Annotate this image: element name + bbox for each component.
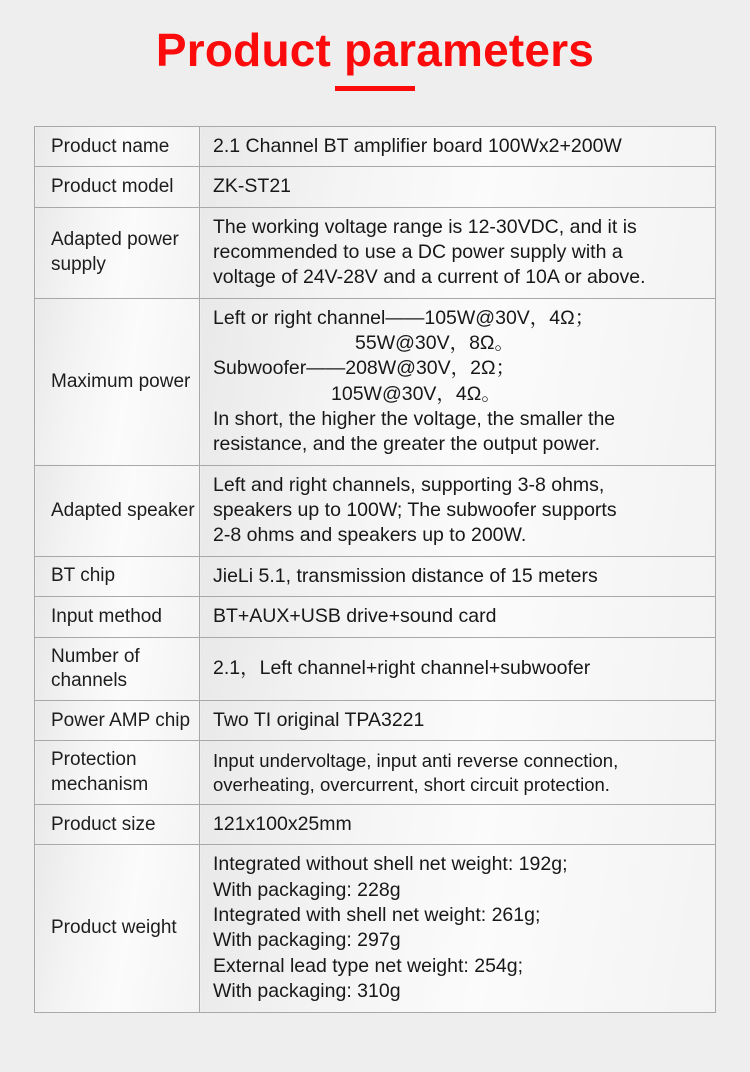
value-line: In short, the higher the voltage, the smaller the (213, 408, 616, 431)
value-line: Left and right channels, supporting 3-8 ohms, (213, 473, 605, 496)
table-body (35, 127, 716, 1013)
row-label-bt-chip: BT chip (35, 556, 200, 596)
row-value-product-name (200, 127, 716, 167)
value-line: resistance, and the greater the output power. (213, 433, 601, 456)
table-row (35, 701, 716, 741)
title-block (0, 0, 750, 91)
table-row (35, 805, 716, 845)
row-label-product-name: Product name (35, 127, 200, 167)
row-label-number-of-channels: Number of channels (35, 637, 200, 701)
table-row (35, 637, 716, 701)
value-line: With packaging: 310g (213, 980, 401, 1003)
value-line: The working voltage range is 12-30VDC, and it is (213, 215, 637, 238)
value-line: 105W@30V，4Ω。 (331, 382, 501, 405)
row-label-product-weight: Product weight (35, 845, 200, 1012)
table-row (35, 298, 716, 465)
value-line: overheating, overcurrent, short circuit protection. (213, 773, 610, 795)
row-label-maximum-power: Maximum power (35, 298, 200, 465)
value-line: With packaging: 228g (213, 878, 401, 901)
value-line: Subwoofer——208W@30V，2Ω； (213, 357, 516, 380)
row-value-bt-chip (200, 556, 716, 596)
row-value-product-size (200, 805, 716, 845)
table-row (35, 167, 716, 207)
value-line: Input undervoltage, input anti reverse connection, (213, 750, 619, 772)
row-label-input-method: Input method (35, 597, 200, 637)
row-value-input-method (200, 597, 716, 637)
table-row (35, 465, 716, 556)
row-label-adapted-power-supply: Adapted power supply (35, 207, 200, 298)
row-label-product-size: Product size (35, 805, 200, 845)
value-line: With packaging: 297g (213, 929, 401, 952)
row-value-protection-mechanism (200, 741, 716, 805)
value-line: Integrated without shell net weight: 192g; (213, 853, 568, 876)
table-row (35, 127, 716, 167)
value-line: Integrated with shell net weight: 261g; (213, 904, 541, 927)
value-line: JieLi 5.1, transmission distance of 15 meters (213, 564, 598, 587)
row-label-adapted-speaker: Adapted speaker (35, 465, 200, 556)
table-row (35, 845, 716, 1012)
row-value-maximum-power (200, 298, 716, 465)
row-label-power-amp-chip: Power AMP chip (35, 701, 200, 741)
value-line: ZK-ST21 (213, 175, 292, 198)
row-value-product-weight (200, 845, 716, 1012)
table-row (35, 207, 716, 298)
value-line: voltage of 24V-28V and a current of 10A or above. (213, 266, 646, 289)
value-line: BT+AUX+USB drive+sound card (213, 605, 497, 628)
row-value-adapted-speaker (200, 465, 716, 556)
table-row (35, 741, 716, 805)
row-label-protection-mechanism: Protection mechanism (35, 741, 200, 805)
title-underline-icon (335, 86, 415, 91)
value-line: Left or right channel——105W@30V，4Ω； (213, 306, 595, 329)
page-title: Product parameters (155, 24, 595, 76)
table-row (35, 556, 716, 596)
row-value-product-model (200, 167, 716, 207)
value-line: External lead type net weight: 254g; (213, 954, 524, 977)
row-value-power-amp-chip (200, 701, 716, 741)
row-value-adapted-power-supply (200, 207, 716, 298)
value-line: 2-8 ohms and speakers up to 200W. (213, 524, 527, 547)
value-line: recommended to use a DC power supply with a (213, 241, 623, 264)
value-line: 2.1 Channel BT amplifier board 100Wx2+200W (213, 135, 622, 157)
row-value-number-of-channels (200, 637, 716, 701)
table-row (35, 597, 716, 637)
value-line: speakers up to 100W; The subwoofer supports (213, 499, 617, 522)
value-line: 2.1，Left channel+right channel+subwoofer (213, 657, 591, 680)
value-line: Two TI original TPA3221 (213, 709, 425, 732)
row-label-product-model: Product model (35, 167, 200, 207)
product-parameters-table (34, 126, 716, 1013)
value-line: 55W@30V，8Ω。 (355, 332, 515, 355)
value-line: 121x100x25mm (213, 813, 352, 836)
